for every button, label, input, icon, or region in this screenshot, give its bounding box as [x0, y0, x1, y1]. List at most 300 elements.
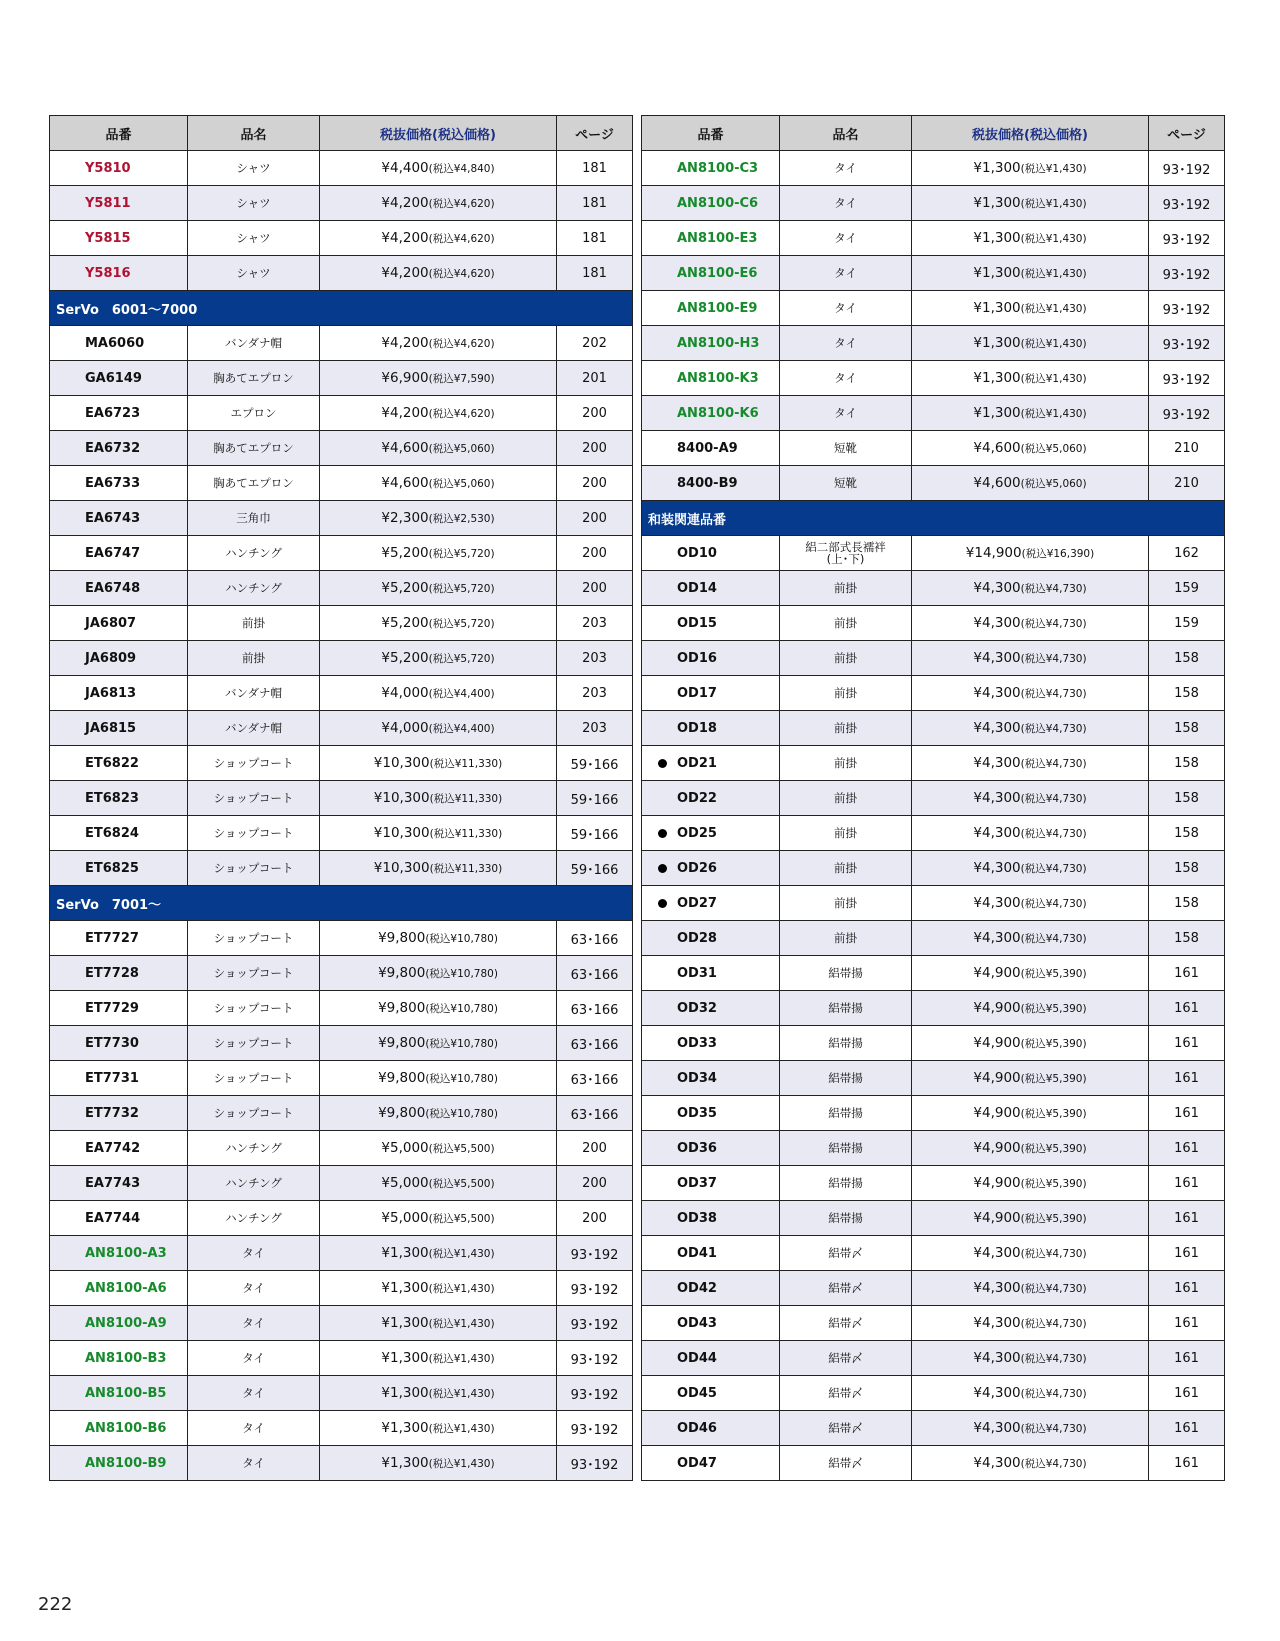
product-code-cell	[642, 1271, 780, 1306]
price-cell	[912, 1026, 1149, 1061]
product-code: AN8100-A6	[85, 1280, 167, 1296]
price-excl-tax: ¥4,400	[381, 160, 429, 176]
product-name-cell	[188, 991, 320, 1026]
price-excl-tax: ¥4,900	[973, 1210, 1021, 1226]
product-code: OD28	[677, 930, 717, 946]
table-row	[50, 256, 633, 291]
product-code: OD42	[677, 1280, 717, 1296]
product-name: 前掛	[834, 616, 857, 630]
price-excl-tax: ¥10,300	[373, 790, 430, 806]
table-row	[50, 1341, 633, 1376]
product-code-cell	[50, 1096, 188, 1131]
product-name: ショップコート	[213, 1071, 294, 1085]
price-cell	[320, 991, 557, 1026]
table-row	[642, 1236, 1225, 1271]
product-name: ハンチング	[225, 581, 282, 595]
product-name: タイ	[242, 1351, 265, 1365]
product-name-cell	[188, 676, 320, 711]
price-excl-tax: ¥5,200	[381, 615, 429, 631]
price-excl-tax: ¥4,300	[973, 1350, 1021, 1366]
catalog-page: 63･166	[557, 1096, 633, 1131]
table-row	[642, 676, 1225, 711]
product-name: タイ	[834, 161, 857, 175]
product-name: 絽帯揚	[828, 1211, 863, 1225]
product-name-cell	[188, 1271, 320, 1306]
price-cell	[912, 816, 1149, 851]
product-name: ショップコート	[213, 1001, 294, 1015]
product-code-cell	[642, 186, 780, 221]
product-code: AN8100-B6	[85, 1420, 167, 1436]
product-code-cell	[642, 1201, 780, 1236]
price-incl-tax: (税込¥4,730)	[1020, 1388, 1087, 1400]
product-code: OD47	[677, 1455, 717, 1471]
price-excl-tax: ¥1,300	[973, 335, 1021, 351]
catalog-page: 158	[1149, 781, 1225, 816]
price-excl-tax: ¥5,000	[381, 1210, 429, 1226]
product-name-cell	[780, 186, 912, 221]
product-name-cell	[780, 641, 912, 676]
product-name-cell	[780, 221, 912, 256]
price-excl-tax: ¥4,300	[973, 1420, 1021, 1436]
catalog-page: 93･192	[557, 1411, 633, 1446]
price-incl-tax: (税込¥4,730)	[1020, 1458, 1087, 1470]
product-name: ショップコート	[213, 826, 294, 840]
product-name: 短靴	[834, 476, 857, 490]
product-code-cell	[642, 536, 780, 571]
price-incl-tax: (税込¥1,430)	[428, 1423, 495, 1435]
product-code-cell	[50, 1376, 188, 1411]
price-incl-tax: (税込¥1,430)	[1020, 303, 1087, 315]
price-incl-tax: (税込¥5,500)	[428, 1178, 495, 1190]
product-name-cell	[780, 1201, 912, 1236]
product-name: 前掛	[834, 686, 857, 700]
table-row	[50, 571, 633, 606]
product-name-cell	[188, 221, 320, 256]
product-name-cell	[780, 1061, 912, 1096]
product-name: ショップコート	[213, 861, 294, 875]
catalog-page: 59･166	[557, 746, 633, 781]
product-name-cell	[188, 1096, 320, 1131]
catalog-page: 59･166	[557, 851, 633, 886]
table-row	[50, 536, 633, 571]
price-table-left	[49, 115, 633, 1481]
table-row	[642, 431, 1225, 466]
product-name-cell	[780, 431, 912, 466]
price-excl-tax: ¥2,300	[381, 510, 429, 526]
table-body	[50, 151, 633, 1481]
section-header-row	[50, 886, 633, 921]
table-row	[50, 396, 633, 431]
product-code-cell	[642, 1061, 780, 1096]
catalog-page: 63･166	[557, 956, 633, 991]
product-code: GA6149	[85, 370, 142, 386]
product-code-cell	[50, 186, 188, 221]
price-excl-tax: ¥10,300	[373, 825, 430, 841]
price-incl-tax: (税込¥4,620)	[428, 408, 495, 420]
price-incl-tax: (税込¥4,730)	[1020, 1353, 1087, 1365]
catalog-page: 181	[557, 221, 633, 256]
product-code: ET6825	[85, 860, 139, 876]
product-code: EA6743	[85, 510, 141, 526]
product-name-cell	[188, 641, 320, 676]
product-code: OD27	[677, 895, 717, 911]
catalog-page: 93･192	[557, 1446, 633, 1481]
table-header-row	[50, 116, 633, 151]
product-code: AN8100-K6	[677, 405, 759, 421]
table-row	[642, 1166, 1225, 1201]
price-cell	[912, 466, 1149, 501]
price-cell	[912, 396, 1149, 431]
price-cell	[912, 186, 1149, 221]
product-name-cell	[780, 1271, 912, 1306]
product-code: EA6733	[85, 475, 141, 491]
price-incl-tax: (税込¥11,330)	[429, 793, 503, 805]
table-row	[642, 1446, 1225, 1481]
product-code: OD35	[677, 1105, 717, 1121]
table-row	[50, 921, 633, 956]
catalog-page: 158	[1149, 816, 1225, 851]
product-name-cell	[780, 291, 912, 326]
catalog-page: 201	[557, 361, 633, 396]
product-name: 絽帯〆	[828, 1456, 863, 1470]
section-title: SerVo 6001〜7000	[50, 291, 633, 326]
product-name: タイ	[834, 336, 857, 350]
catalog-page: 161	[1149, 991, 1225, 1026]
product-name-cell	[188, 1236, 320, 1271]
product-code: AN8100-A3	[85, 1245, 167, 1261]
catalog-page: 203	[557, 641, 633, 676]
table-row	[50, 1411, 633, 1446]
product-name-cell	[780, 1306, 912, 1341]
catalog-page: 93･192	[557, 1236, 633, 1271]
product-name-cell	[188, 431, 320, 466]
price-incl-tax: (税込¥4,730)	[1020, 898, 1087, 910]
catalog-page: 158	[1149, 711, 1225, 746]
price-cell	[320, 641, 557, 676]
price-excl-tax: ¥9,800	[378, 1070, 426, 1086]
page-number: 222	[38, 1594, 73, 1615]
product-code: OD18	[677, 720, 717, 736]
product-code-cell	[50, 326, 188, 361]
price-cell	[912, 711, 1149, 746]
product-code-cell	[642, 1166, 780, 1201]
table-row	[50, 1026, 633, 1061]
product-name-cell	[188, 256, 320, 291]
product-name-cell	[780, 1376, 912, 1411]
price-excl-tax: ¥1,300	[973, 405, 1021, 421]
price-incl-tax: (税込¥10,780)	[425, 1003, 498, 1015]
price-incl-tax: (税込¥5,720)	[428, 618, 495, 630]
price-cell	[912, 571, 1149, 606]
catalog-page: 93･192	[1149, 396, 1225, 431]
product-code: Y5816	[85, 265, 131, 281]
price-cell	[912, 956, 1149, 991]
bullet-dot-icon	[658, 829, 667, 838]
product-name-cell	[188, 711, 320, 746]
price-cell	[320, 1166, 557, 1201]
catalog-page: 161	[1149, 1271, 1225, 1306]
price-incl-tax: (税込¥4,730)	[1020, 1283, 1087, 1295]
catalog-page: 181	[557, 256, 633, 291]
product-code: OD45	[677, 1385, 717, 1401]
price-incl-tax: (税込¥4,620)	[428, 233, 495, 245]
product-name-cell	[780, 851, 912, 886]
product-code-cell	[642, 641, 780, 676]
product-code: OD33	[677, 1035, 717, 1051]
product-code: OD46	[677, 1420, 717, 1436]
product-code-cell	[642, 1306, 780, 1341]
price-excl-tax: ¥1,300	[381, 1315, 429, 1331]
table-row	[642, 1306, 1225, 1341]
product-name: シャツ	[236, 196, 271, 210]
product-code: OD36	[677, 1140, 717, 1156]
product-code: ET7728	[85, 965, 139, 981]
price-cell	[912, 851, 1149, 886]
product-code-cell	[642, 1341, 780, 1376]
price-cell	[320, 1096, 557, 1131]
product-code: OD25	[677, 825, 717, 841]
price-incl-tax: (税込¥5,060)	[1020, 478, 1087, 490]
price-cell	[320, 1411, 557, 1446]
product-name-cell	[188, 1166, 320, 1201]
catalog-page: 93･192	[557, 1341, 633, 1376]
product-code: ET7732	[85, 1105, 139, 1121]
product-name: ハンチング	[225, 1211, 282, 1225]
catalog-page: 203	[557, 676, 633, 711]
product-code: OD16	[677, 650, 717, 666]
product-name: 絽帯揚	[828, 966, 863, 980]
product-name-cell	[780, 956, 912, 991]
product-name: タイ	[834, 371, 857, 385]
product-code: OD22	[677, 790, 717, 806]
price-cell	[320, 151, 557, 186]
price-incl-tax: (税込¥5,060)	[428, 443, 495, 455]
price-cell	[320, 921, 557, 956]
product-code: JA6807	[85, 615, 137, 631]
price-excl-tax: ¥4,900	[973, 1175, 1021, 1191]
product-name: 絽帯揚	[828, 1071, 863, 1085]
price-excl-tax: ¥5,000	[381, 1175, 429, 1191]
product-name-cell	[188, 1026, 320, 1061]
product-name-cell	[188, 396, 320, 431]
product-code-cell	[642, 1411, 780, 1446]
catalog-page: 158	[1149, 886, 1225, 921]
product-code-cell	[50, 956, 188, 991]
table-row	[642, 1341, 1225, 1376]
catalog-page: 93･192	[1149, 326, 1225, 361]
price-incl-tax: (税込¥4,620)	[428, 268, 495, 280]
table-row	[50, 781, 633, 816]
price-excl-tax: ¥1,300	[973, 370, 1021, 386]
product-code: OD34	[677, 1070, 717, 1086]
product-code: AN8100-B9	[85, 1455, 167, 1471]
product-name: ショップコート	[213, 756, 294, 770]
price-cell	[320, 186, 557, 221]
product-name: ハンチング	[225, 1141, 282, 1155]
price-excl-tax: ¥4,900	[973, 1105, 1021, 1121]
product-code-cell	[642, 1096, 780, 1131]
price-incl-tax: (税込¥4,400)	[428, 723, 495, 735]
catalog-page: 158	[1149, 746, 1225, 781]
table-row	[642, 956, 1225, 991]
product-code-cell	[50, 571, 188, 606]
product-code-cell	[642, 256, 780, 291]
product-name: 胸あてエプロン	[213, 371, 294, 385]
table-row	[50, 1166, 633, 1201]
product-name: ハンチング	[225, 1176, 282, 1190]
price-incl-tax: (税込¥1,430)	[1020, 373, 1087, 385]
price-cell	[320, 536, 557, 571]
product-code: ET6824	[85, 825, 139, 841]
table-row	[642, 326, 1225, 361]
price-incl-tax: (税込¥5,390)	[1020, 1038, 1087, 1050]
bullet-dot-icon	[658, 759, 667, 768]
price-cell	[912, 641, 1149, 676]
price-excl-tax: ¥9,800	[378, 965, 426, 981]
product-name-cell	[780, 676, 912, 711]
product-code-cell	[642, 781, 780, 816]
price-incl-tax: (税込¥4,730)	[1020, 1318, 1087, 1330]
product-code-cell	[50, 781, 188, 816]
price-incl-tax: (税込¥5,390)	[1020, 1108, 1087, 1120]
product-name: タイ	[834, 266, 857, 280]
price-incl-tax: (税込¥5,500)	[428, 1143, 495, 1155]
price-incl-tax: (税込¥10,780)	[425, 1073, 498, 1085]
catalog-page: 63･166	[557, 1026, 633, 1061]
table-row	[642, 1061, 1225, 1096]
product-name-cell	[188, 1306, 320, 1341]
price-cell	[912, 1061, 1149, 1096]
table-row	[50, 851, 633, 886]
product-code: EA6723	[85, 405, 141, 421]
table-row	[642, 1026, 1225, 1061]
product-name: 前掛	[834, 721, 857, 735]
catalog-page: 158	[1149, 851, 1225, 886]
price-cell	[320, 501, 557, 536]
catalog-page: 161	[1149, 1026, 1225, 1061]
price-cell	[912, 1236, 1149, 1271]
price-incl-tax: (税込¥5,390)	[1020, 1003, 1087, 1015]
product-name: ショップコート	[213, 1106, 294, 1120]
product-name: 胸あてエプロン	[213, 476, 294, 490]
product-code-cell	[642, 291, 780, 326]
product-name: 前掛	[834, 896, 857, 910]
table-row	[50, 1306, 633, 1341]
price-incl-tax: (税込¥5,720)	[428, 548, 495, 560]
price-cell	[320, 676, 557, 711]
product-code: OD38	[677, 1210, 717, 1226]
product-code-cell	[50, 1131, 188, 1166]
price-excl-tax: ¥1,300	[381, 1245, 429, 1261]
product-name: ショップコート	[213, 966, 294, 980]
price-incl-tax: (税込¥4,730)	[1020, 863, 1087, 875]
table-row	[50, 606, 633, 641]
table-row	[50, 1201, 633, 1236]
price-excl-tax: ¥1,300	[973, 265, 1021, 281]
bullet-dot-icon	[658, 899, 667, 908]
price-cell	[320, 1446, 557, 1481]
price-incl-tax: (税込¥4,620)	[428, 198, 495, 210]
product-name: 前掛	[834, 931, 857, 945]
price-incl-tax: (税込¥4,730)	[1020, 583, 1087, 595]
product-name: シャツ	[236, 266, 271, 280]
header-page: ページ	[557, 116, 633, 151]
product-name: 絽帯〆	[828, 1316, 863, 1330]
catalog-page: 93･192	[557, 1306, 633, 1341]
price-cell	[320, 1341, 557, 1376]
product-code: EA7742	[85, 1140, 141, 1156]
product-name: 絽帯〆	[828, 1246, 863, 1260]
price-excl-tax: ¥4,000	[381, 685, 429, 701]
product-name-cell	[188, 746, 320, 781]
product-code-cell	[642, 676, 780, 711]
price-incl-tax: (税込¥10,780)	[425, 1038, 498, 1050]
price-excl-tax: ¥4,200	[381, 265, 429, 281]
catalog-page: 200	[557, 571, 633, 606]
price-cell	[912, 1411, 1149, 1446]
table-row	[50, 1061, 633, 1096]
catalog-page: 161	[1149, 1376, 1225, 1411]
product-code-cell	[50, 256, 188, 291]
table-row	[642, 1271, 1225, 1306]
price-cell	[912, 256, 1149, 291]
price-excl-tax: ¥9,800	[378, 1035, 426, 1051]
catalog-page: 162	[1149, 536, 1225, 571]
product-code: AN8100-A9	[85, 1315, 167, 1331]
price-cell	[912, 746, 1149, 781]
product-name: タイ	[834, 301, 857, 315]
catalog-page: 200	[557, 466, 633, 501]
product-name-cell	[780, 1166, 912, 1201]
table-row	[642, 606, 1225, 641]
catalog-page: 161	[1149, 1166, 1225, 1201]
catalog-page: 202	[557, 326, 633, 361]
price-cell	[912, 886, 1149, 921]
price-cell	[912, 1131, 1149, 1166]
product-name-cell	[780, 1096, 912, 1131]
product-code: OD26	[677, 860, 717, 876]
product-name-cell	[780, 361, 912, 396]
price-incl-tax: (税込¥1,430)	[428, 1283, 495, 1295]
table-row	[50, 466, 633, 501]
product-code: 8400-B9	[677, 475, 738, 491]
price-incl-tax: (税込¥4,400)	[428, 688, 495, 700]
table-row	[642, 536, 1225, 571]
price-incl-tax: (税込¥5,720)	[428, 583, 495, 595]
price-cell	[320, 816, 557, 851]
section-title: SerVo 7001〜	[50, 886, 633, 921]
product-name-cell	[188, 1376, 320, 1411]
product-code: ET7731	[85, 1070, 139, 1086]
catalog-page: 93･192	[557, 1376, 633, 1411]
price-incl-tax: (税込¥5,060)	[1020, 443, 1087, 455]
product-code: AN8100-B5	[85, 1385, 167, 1401]
table-row	[642, 711, 1225, 746]
product-code: JA6815	[85, 720, 137, 736]
catalog-page: 159	[1149, 606, 1225, 641]
table-row	[50, 361, 633, 396]
product-code-cell	[50, 1271, 188, 1306]
price-incl-tax: (税込¥1,430)	[428, 1248, 495, 1260]
product-code-cell	[50, 1201, 188, 1236]
catalog-page: 161	[1149, 1236, 1225, 1271]
product-name-cell	[780, 256, 912, 291]
product-name-cell	[188, 606, 320, 641]
price-excl-tax: ¥4,900	[973, 965, 1021, 981]
price-cell	[912, 1096, 1149, 1131]
product-name: バンダナ帽	[224, 721, 283, 735]
table-row	[642, 781, 1225, 816]
